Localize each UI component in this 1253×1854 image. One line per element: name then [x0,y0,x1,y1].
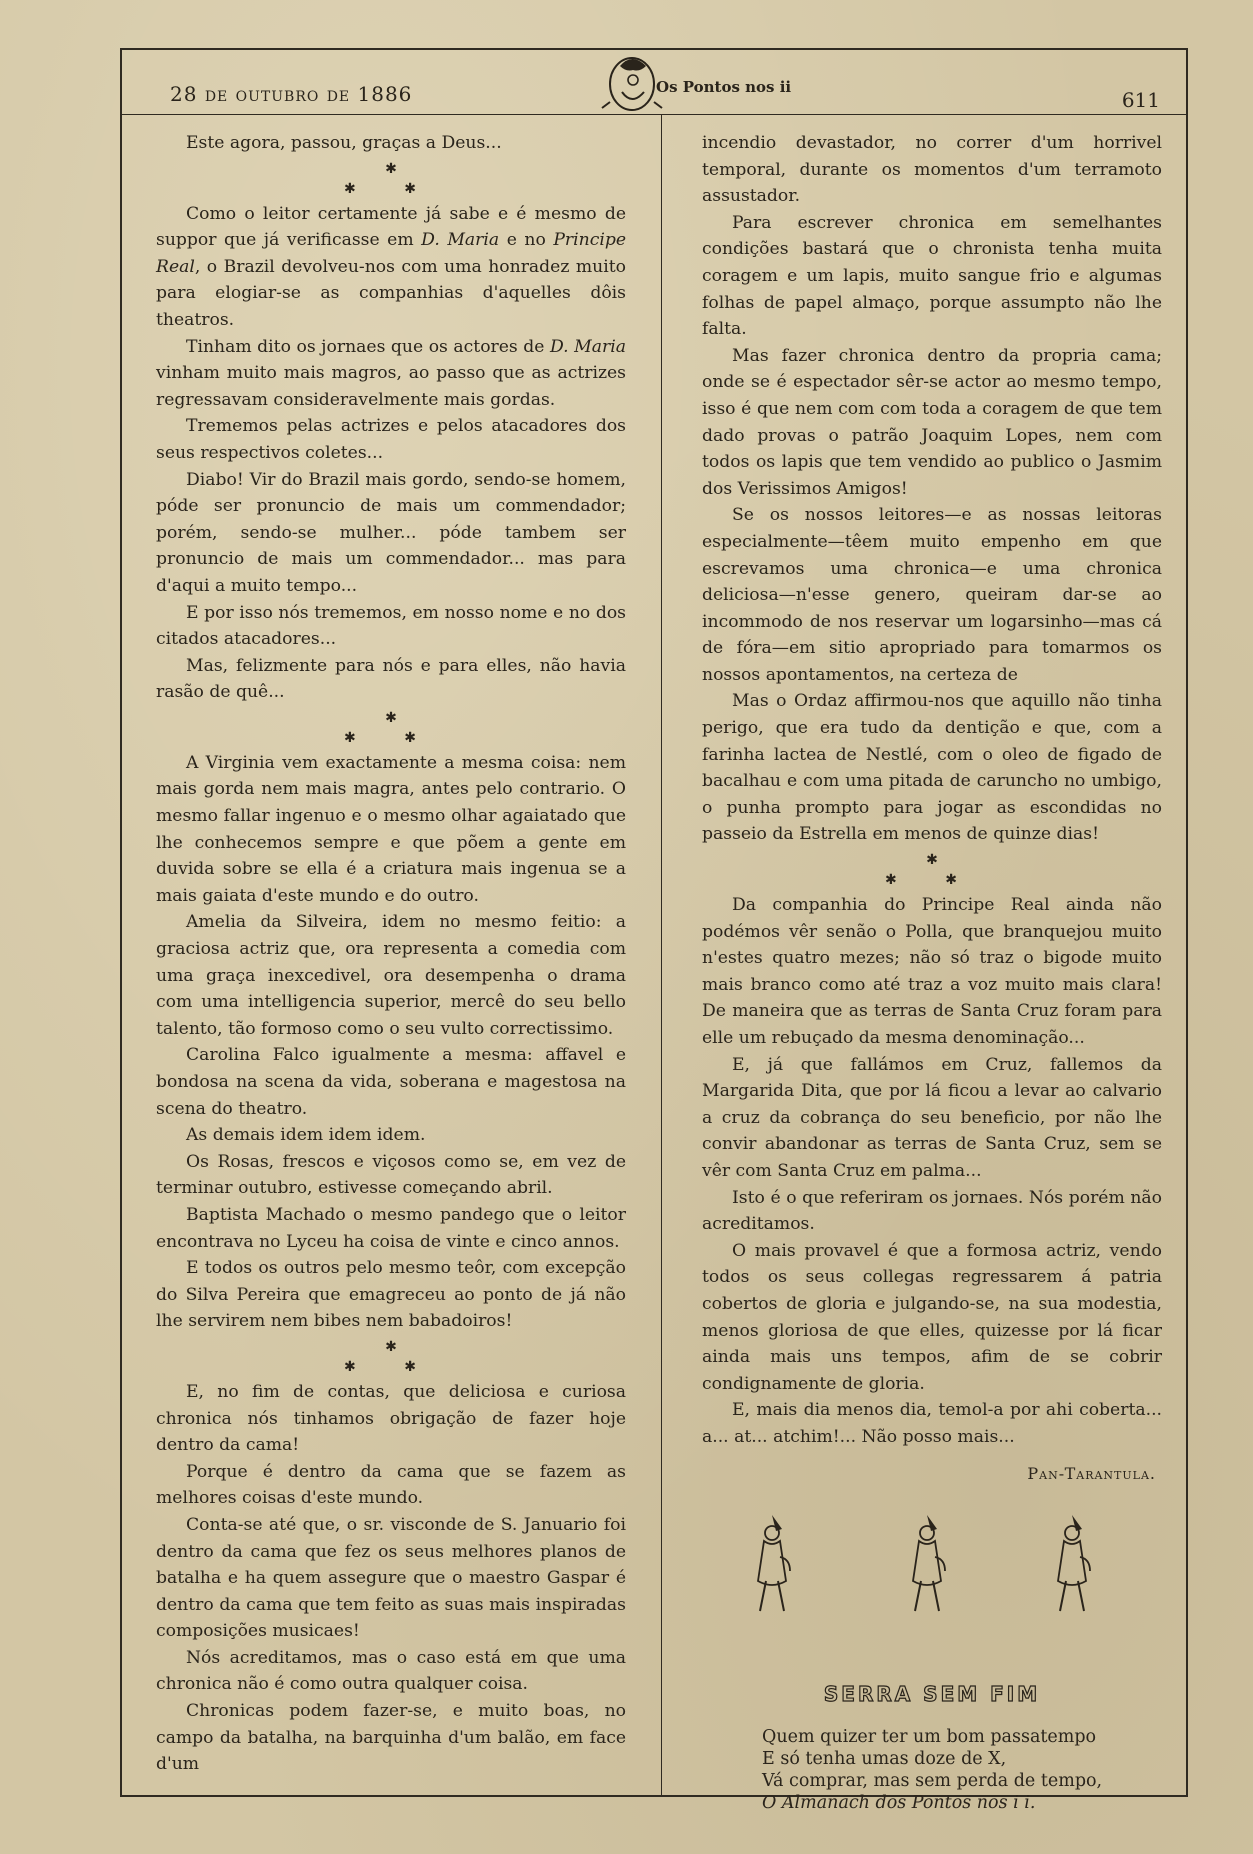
paragraph: incendio devastador, no correr d'um horrivel temporal, durante os momentos d'um terramoto assustador. [702,133,1162,207]
date-day: 28 [170,82,198,106]
paragraph: Chronicas podem fazer-se, e muito boas, no campo da batalha, na barquinha d'um balão, em face d'um [156,1701,626,1775]
paragraph: Mas fazer chronica dentro da propria cama; onde se é espectador sêr-se actor ao mesmo tempo, isso é que nem com com toda a coragem de que tem dado provas o patrão Joaquim Lopes, nem com todos os lapis que tem vendido ao publico o Jasmim dos Verissimos Amigos! [702,345,1162,499]
paragraph: As demais idem idem idem. [186,1125,426,1146]
paragraph: O mais provavel é que a formosa actriz, vendo todos os seus collegas regressarem á patria cobertos de gloria e julgando-se, na sua modestia, menos gloriosa de que elles, quizesse por lá ficar ainda mais uns tempos, afim de se cobrir condignamente de gloria. [702,1240,1162,1394]
left-column [156,130,626,1783]
author-signature: Pan-Tarantula. [1027,1463,1156,1483]
paragraph: E, já que fallámos em Cruz, fallemos da Margarida Dita, que por lá ficou a levar ao calvario a cruz da cobrança do seu beneficio, por não lhe convir abandonar as terras de Santa Cruz, sem se vêr com Santa Cruz em palma... [702,1054,1162,1181]
paragraph: Amelia da Silveira, idem no mesmo feitio: a graciosa actriz que, ora representa a comedia com uma graça inexcedivel, ora desempenha o drama com uma intelligencia superior, mercê do seu bello talento, tão formoso como o seu vulto correctissimo. [156,912,626,1039]
paragraph: Baptista Machado o mesmo pandego que o leitor encontrava no Lyceu ha coisa de vinte e cinco annos. [156,1204,626,1252]
paragraph: Da companhia do Principe Real ainda não podémos vêr senão o Polla, que branquejou muito n'estes quatro mezes; não só traz o bigode muito mais branco como até traz a voz muito mais clara! De maneira que as terras de Santa Cruz foram para elle um rebuçado da mesma denominação... [702,895,1162,1048]
paragraph: Tinham dito os jornaes que os actores de D. Maria vinham muito mais magros, ao passo que as actrizes regressavam consideravelmente mais gordas. [156,336,626,410]
paragraph: E, no fim de contas, que deliciosa e curiosa chronica nós tinhamos obrigação de fazer hoje dentro da cama! [156,1381,626,1456]
paragraph: Como o leitor certamente já sabe e é mesmo de suppor que já verificasse em D. Maria e no Principe Real, o Brazil devolveu-nos com uma honradez muito para elogiar-se as companhias d'aquelles dôis theatros. [156,203,627,330]
poem-line: Quem quizer ter um bom passatempo [762,1726,1097,1747]
page-header [122,50,1186,115]
masthead-logo-icon [592,52,792,114]
paragraph: Conta-se até que, o sr. visconde de S. Januario foi dentro da cama que fez os seus melhores planos de batalha e ha quem assegure que o maestro Gaspar é dentro da cama que tem feito as suas mais inspiradas composições musicaes! [156,1514,626,1642]
paragraph: A Virginia vem exactamente a mesma coisa: nem mais gorda nem mais magra, antes pelo contrario. O mesmo fallar ingenuo e o mesmo olhar agaiatado que lhe conhecemos sempre e que põem a gente em duvida sobre se ella é a criatura mais ingenua se a mais gaiata d'este mundo e do outro. [156,752,626,906]
poem-line: Vá comprar, mas sem perda de tempo, [762,1770,1103,1791]
paragraph: Para escrever chronica em semelhantes condições bastará que o chronista tenha muita coragem e um lapis, muito sangue frio e algumas folhas de papel almaço, porque assumpto não lhe falta. [702,212,1162,340]
section-stars: ✱ ✱ ✱ [344,1338,438,1375]
date-year: 1886 [357,82,413,106]
paragraph: Se os nossos leitores—e as nossas leitoras especialmente—têem muito empenho em que escrevamos uma chronica—e uma chronica deliciosa—n'esse genero, queiram dar-se ao incommodo de nos reservar um logarsinho—mas cá de fóra—em sitio apropriado para tomarmos os nossos apontamentos, na certeza de [702,505,1162,685]
paragraph: Carolina Falco igualmente a mesma: affavel e bondosa na scena da vida, soberana e magestosa na scena do theatro. [156,1045,626,1119]
right-column [702,130,1162,1813]
section-stars: ✱ ✱ ✱ [344,160,438,197]
jester-figure-icon [1042,1511,1102,1621]
poem [762,1726,1162,1814]
section-stars: ✱ ✱ ✱ [344,709,438,746]
header-date [170,82,412,106]
paragraph: Nós acreditamos, mas o caso está em que uma chronica não é como outra qualquer coisa. [156,1647,626,1695]
decorative-figures [702,1511,1162,1631]
paragraph: E todos os outros pelo mesmo teôr, com excepção do Silva Pereira que emagreceu ao ponto de já não lhe servirem nem bibes nem babadoiros! [156,1258,626,1332]
paragraph: Porque é dentro da cama que se fazem as melhores coisas d'este mundo. [156,1461,626,1509]
date-month: de outubro de [204,82,351,106]
paragraph: Os Rosas, frescos e viçosos como se, em vez de terminar outubro, estivesse começando abril. [156,1151,626,1199]
poem-line: O Almanach dos Pontos nos i i. [762,1792,1036,1813]
section-stars: ✱ ✱ ✱ [885,852,979,889]
poem-line: E só tenha umas doze de X, [762,1748,1007,1769]
jester-figure-icon [897,1511,957,1621]
page-frame [120,48,1188,1813]
paragraph: E por isso nós trememos, em nosso nome e no dos citados atacadores... [156,602,626,650]
paragraph: Diabo! Vir do Brazil mais gordo, sendo-se homem, póde ser pronuncio de mais um commendador; porém, sendo-se mulher... póde tambem ser pronuncio de mais um commendador... mas para d'aqui a muito tempo... [156,469,626,596]
column-divider [661,114,662,1795]
paragraph: Trememos pelas actrizes e pelos atacadores dos seus respectivos coletes... [156,416,626,463]
logo-text: Os Pontos nos ii [656,78,792,96]
paragraph: E, mais dia menos dia, temol-a por ahi coberta... a... at... atchim!... Não posso mais... [702,1400,1162,1447]
paragraph: Este agora, passou, graças a Deus... [186,133,502,153]
paragraph: Isto é o que referiram os jornaes. Nós porém não acreditamos. [702,1187,1162,1235]
jester-figure-icon [742,1511,802,1621]
page-number: 611 [1121,88,1160,112]
paragraph: Mas, felizmente para nós e para elles, não havia rasão de quê... [156,655,626,703]
serra-sem-fim-title: SERRA SEM FIM [823,1682,1041,1707]
paragraph: Mas o Ordaz affirmou-nos que aquillo não tinha perigo, que era tudo da dentição e que, com a farinha lactea de Nestlé, com o oleo de figado de bacalhau e com uma pitada de caruncho no umbigo, o punha prompto para jogar as escondidas no passeio da Estrella em menos de quinze dias! [702,691,1162,845]
